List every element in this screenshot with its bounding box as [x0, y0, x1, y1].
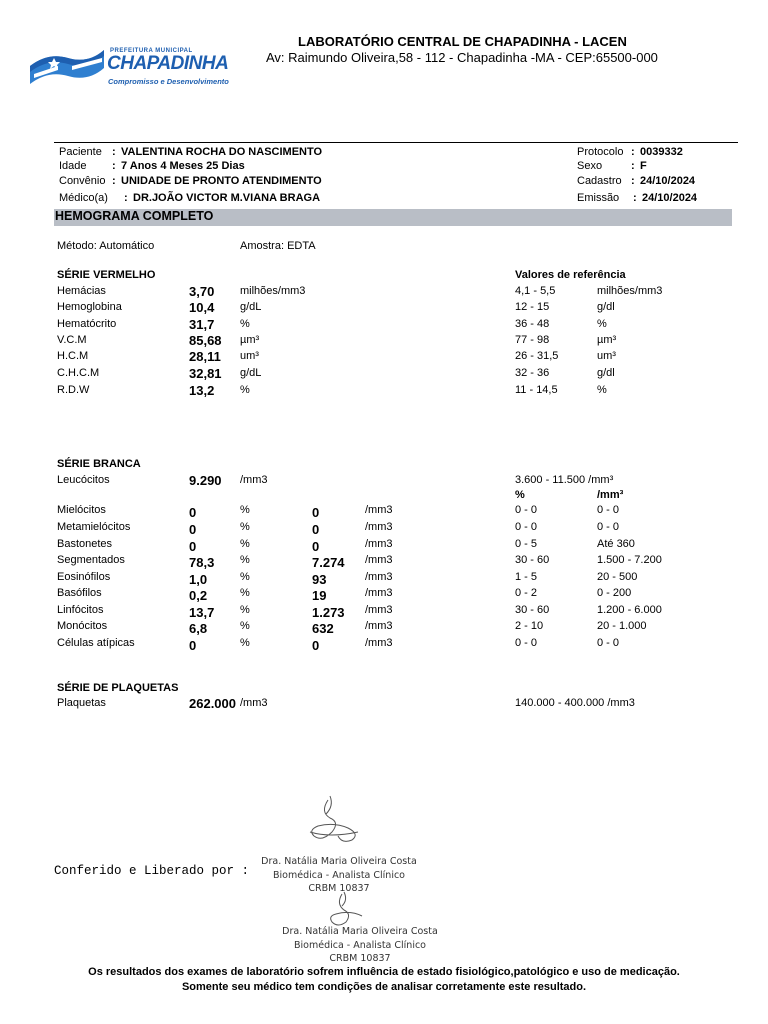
logo-slogan: Compromisso e Desenvolvimento: [108, 77, 229, 86]
white-row-pct: 6,8: [189, 621, 208, 636]
white-row-ref-abs: 1.200 - 6.000: [597, 604, 662, 616]
white-row-pct-unit: %: [240, 504, 250, 516]
paciente-label: Paciente: [59, 146, 102, 158]
white-row-abs: 0: [312, 522, 320, 537]
white-row-abs-unit: /mm3: [365, 554, 393, 566]
red-row-ref-unit: µm³: [597, 334, 617, 346]
red-row-unit: g/dL: [240, 301, 262, 313]
red-row-ref: 12 - 15: [515, 301, 550, 313]
white-row-abs: 7.274: [312, 555, 345, 570]
signer-name: Dra. Natália Maria Oliveira Costa: [261, 856, 417, 867]
red-row-ref: 11 - 14,5: [515, 384, 558, 396]
signer-name-2: Dra. Natália Maria Oliveira Costa: [282, 926, 438, 937]
white-row-abs: 93: [312, 572, 327, 587]
leuco-ref: 3.600 - 11.500 /mm³: [515, 474, 614, 486]
emissao-label: Emissão: [577, 192, 620, 204]
leuco-name: Leucócitos: [57, 474, 110, 486]
white-row-abs: 0: [312, 638, 320, 653]
paciente-value: VALENTINA ROCHA DO NASCIMENTO: [121, 146, 323, 158]
white-series-title: SÉRIE BRANCA: [57, 458, 141, 470]
signer-crbm-2: CRBM 10837: [329, 953, 391, 964]
signature-scribble-1: [300, 792, 370, 852]
signer-crbm: CRBM 10837: [308, 883, 370, 894]
white-row-pct: 0: [189, 522, 197, 537]
white-row-name: Metamielócitos: [57, 521, 131, 533]
red-row-ref: 4,1 - 5,5: [515, 285, 556, 297]
white-row-ref-abs: 1.500 - 7.200: [597, 554, 662, 566]
red-row-value: 3,70: [189, 284, 215, 299]
white-row-pct: 0: [189, 638, 197, 653]
red-row-ref: 36 - 48: [515, 318, 550, 330]
cadastro-colon: :: [631, 175, 635, 187]
white-row-abs: 0: [312, 505, 320, 520]
medico-value: DR.JOÃO VICTOR M.VIANA BRAGA: [133, 192, 321, 204]
white-row-ref-abs: Até 360: [597, 538, 635, 550]
logo-name: CHAPADINHA: [107, 53, 229, 74]
white-row-pct-unit: %: [240, 554, 250, 566]
red-row-ref-unit: %: [597, 318, 607, 330]
red-row-ref-unit: %: [597, 384, 607, 396]
white-row-ref-abs: 0 - 200: [597, 587, 632, 599]
paciente-colon: :: [112, 146, 116, 158]
white-row-pct-unit: %: [240, 538, 250, 550]
lab-address: Av: Raimundo Oliveira,58 - 112 - Chapadinha -MA - CEP:65500-000: [266, 50, 658, 65]
idade-colon: :: [112, 160, 116, 172]
protocolo-label: Protocolo: [577, 146, 624, 158]
white-row-ref-pct: 30 - 60: [515, 554, 550, 566]
red-row-name: Hemoglobina: [57, 301, 122, 313]
protocolo-value: 0039332: [640, 146, 683, 158]
logo-top-text: PREFEITURA MUNICIPAL: [110, 48, 193, 54]
white-row-name: Bastonetes: [57, 538, 113, 550]
red-row-ref-unit: milhões/mm3: [597, 285, 663, 297]
emissao-value: 24/10/2024: [642, 192, 698, 204]
white-row-name: Mielócitos: [57, 504, 106, 516]
red-row-value: 13,2: [189, 383, 215, 398]
sexo-colon: :: [631, 160, 635, 172]
white-row-ref-abs: 0 - 0: [597, 521, 620, 533]
red-row-value: 28,11: [189, 349, 221, 364]
pct-header: %: [515, 489, 525, 501]
white-row-ref-abs: 20 - 1.000: [597, 620, 647, 632]
idade-value: 7 Anos 4 Meses 25 Dias: [121, 160, 245, 172]
red-row-ref-unit: g/dl: [597, 301, 615, 313]
white-row-ref-pct: 0 - 0: [515, 521, 538, 533]
white-row-abs-unit: /mm3: [365, 538, 393, 550]
white-row-name: Linfócitos: [57, 604, 104, 616]
white-row-pct-unit: %: [240, 587, 250, 599]
white-row-pct: 1,0: [189, 572, 208, 587]
red-row-name: C.H.C.M: [57, 367, 100, 379]
white-row-name: Segmentados: [57, 554, 125, 566]
signer-title: Biomédica - Analista Clínico: [273, 869, 405, 881]
white-row-abs-unit: /mm3: [365, 637, 393, 649]
red-row-value: 10,4: [189, 300, 215, 315]
red-row-unit: um³: [240, 350, 259, 362]
white-row-abs-unit: /mm3: [365, 587, 393, 599]
signature-stamp-2: [275, 925, 445, 966]
white-row-abs-unit: /mm3: [365, 620, 393, 632]
white-row-name: Eosinófilos: [57, 571, 111, 583]
white-row-ref-pct: 1 - 5: [515, 571, 538, 583]
convenio-label: Convênio: [59, 175, 106, 187]
platelet-value: 262.000: [189, 696, 236, 711]
white-row-abs-unit: /mm3: [365, 521, 393, 533]
signer-title-2: Biomédica - Analista Clínico: [294, 939, 426, 951]
red-row-unit: µm³: [240, 334, 260, 346]
white-row-pct: 78,3: [189, 555, 215, 570]
red-series-title: SÉRIE VERMELHO: [57, 269, 156, 281]
red-row-ref: 77 - 98: [515, 334, 550, 346]
footer-disclaimer-1: Os resultados dos exames de laboratório sofrem influência de estado fisiológico,patológico e uso de medicação.: [88, 966, 680, 978]
white-row-ref-pct: 2 - 10: [515, 620, 544, 632]
convenio-colon: :: [112, 175, 116, 187]
white-row-abs: 19: [312, 588, 327, 603]
red-row-name: Hematócrito: [57, 318, 117, 330]
red-row-name: R.D.W: [57, 384, 90, 396]
white-row-pct-unit: %: [240, 571, 250, 583]
white-row-pct: 0: [189, 539, 197, 554]
red-row-value: 31,7: [189, 317, 215, 332]
white-row-ref-pct: 0 - 0: [515, 504, 538, 516]
white-row-name: Basófilos: [57, 587, 102, 599]
white-row-pct: 0,2: [189, 588, 208, 603]
reference-title: Valores de referência: [515, 269, 626, 281]
leuco-value: 9.290: [189, 473, 222, 488]
sexo-label: Sexo: [577, 160, 603, 172]
white-row-pct-unit: %: [240, 637, 250, 649]
white-row-pct-unit: %: [240, 604, 250, 616]
white-row-pct-unit: %: [240, 620, 250, 632]
white-row-pct: 13,7: [189, 605, 215, 620]
white-row-pct: 0: [189, 505, 197, 520]
white-row-abs: 632: [312, 621, 334, 636]
white-row-abs-unit: /mm3: [365, 604, 393, 616]
platelet-name: Plaquetas: [57, 697, 106, 709]
medico-label: Médico(a): [59, 192, 108, 204]
white-row-ref-pct: 0 - 5: [515, 538, 538, 550]
cadastro-value: 24/10/2024: [640, 175, 696, 187]
red-row-unit: %: [240, 318, 250, 330]
amostra-text: Amostra: EDTA: [240, 240, 316, 252]
platelet-unit: /mm3: [240, 697, 268, 709]
red-row-ref: 32 - 36: [515, 367, 550, 379]
leuco-unit: /mm3: [240, 474, 268, 486]
red-row-ref: 26 - 31,5: [515, 350, 559, 362]
white-row-name: Células atípicas: [57, 637, 135, 649]
white-row-abs-unit: /mm3: [365, 571, 393, 583]
red-row-name: V.C.M: [57, 334, 87, 346]
emissao-colon: :: [633, 192, 637, 204]
cadastro-label: Cadastro: [577, 175, 622, 187]
white-row-ref-abs: 0 - 0: [597, 637, 620, 649]
platelet-series-title: SÉRIE DE PLAQUETAS: [57, 682, 179, 694]
convenio-value: UNIDADE DE PRONTO ATENDIMENTO: [121, 175, 322, 187]
red-row-value: 85,68: [189, 333, 222, 348]
signature-scribble-2: [322, 890, 372, 930]
white-row-abs: 1.273: [312, 605, 345, 620]
white-row-abs-unit: /mm3: [365, 504, 393, 516]
header-divider: [54, 142, 738, 143]
red-row-ref-unit: um³: [597, 350, 616, 362]
red-row-value: 32,81: [189, 366, 222, 381]
white-row-name: Monócitos: [57, 620, 108, 632]
red-row-name: Hemácias: [57, 285, 106, 297]
exam-title: HEMOGRAMA COMPLETO: [55, 209, 214, 223]
red-row-unit: g/dL: [240, 367, 262, 379]
white-row-pct-unit: %: [240, 521, 250, 533]
footer-disclaimer-2: Somente seu médico tem condições de analisar corretamente este resultado.: [181, 981, 587, 993]
lab-name: LABORATÓRIO CENTRAL DE CHAPADINHA - LACEN: [298, 34, 627, 49]
protocolo-colon: :: [631, 146, 635, 158]
metodo-text: Método: Automático: [57, 240, 155, 252]
platelet-ref: 140.000 - 400.000 /mm3: [515, 697, 635, 709]
idade-label: Idade: [59, 160, 87, 172]
white-row-ref-pct: 0 - 0: [515, 637, 538, 649]
white-row-ref-abs: 20 - 500: [597, 571, 638, 583]
red-row-unit: milhões/mm3: [240, 285, 306, 297]
medico-colon: :: [124, 192, 128, 204]
white-row-ref-pct: 30 - 60: [515, 604, 550, 616]
sexo-value: F: [640, 160, 647, 172]
red-row-unit: %: [240, 384, 250, 396]
abs-header: /mm³: [597, 489, 624, 501]
white-row-ref-pct: 0 - 2: [515, 587, 538, 599]
red-row-ref-unit: g/dl: [597, 367, 615, 379]
red-row-name: H.C.M: [57, 350, 89, 362]
white-row-abs: 0: [312, 539, 320, 554]
released-by-label: Conferido e Liberado por :: [54, 864, 250, 878]
white-row-ref-abs: 0 - 0: [597, 504, 620, 516]
